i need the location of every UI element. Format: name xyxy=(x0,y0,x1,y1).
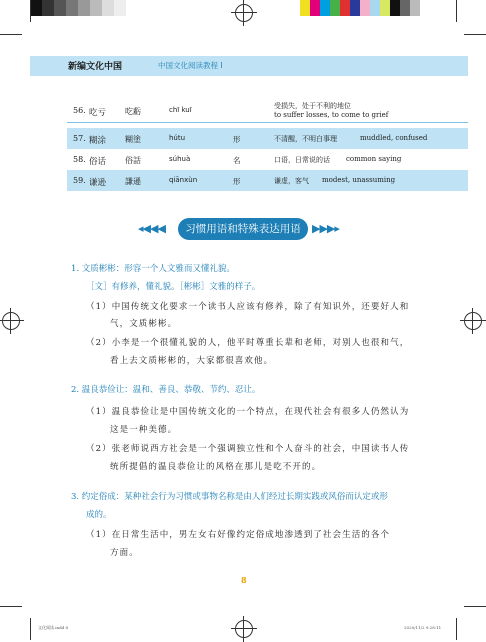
registration-mark-left xyxy=(2,312,20,330)
example-sentence: （2）张老师说西方社会是一个强调独立性和个人奋斗的社会，中国读书人传 xyxy=(86,444,410,454)
vocab-pinyin: qiānxùn xyxy=(169,176,198,184)
example-sentence-cont: 这是一种美德。 xyxy=(110,425,178,435)
vocab-number: 57. xyxy=(73,134,86,143)
print-slug-file: 文化阅读.indd 8 xyxy=(38,625,69,630)
vocab-word: 俗话 xyxy=(89,157,107,167)
vocab-traditional: 糊塗 xyxy=(125,135,141,144)
crop-mark xyxy=(456,618,457,640)
vocab-table-cont xyxy=(67,128,468,191)
vocab-part-of-speech: 形 xyxy=(233,135,241,144)
vocab-row xyxy=(67,128,468,149)
arrow-right-icon: ▶▶▶▸ xyxy=(312,222,339,235)
arrow-left-icon: ◂◀◀◀ xyxy=(138,222,165,235)
example-sentence: （1）中国传统文化要求一个读书人应该有修养，除了有知识外，还要好人和 xyxy=(86,302,410,312)
running-header xyxy=(30,56,468,76)
book-title: 新编文化中国 xyxy=(68,62,123,72)
vocab-pinyin: hútu xyxy=(169,134,186,142)
vocab-word: 糊涂 xyxy=(89,136,107,146)
example-sentence-cont: 统所提倡的温良恭俭让的风格在那儿是吃不开的。 xyxy=(110,462,322,472)
example-sentence-cont: 气，文质彬彬。 xyxy=(110,319,178,329)
page-number: 8 xyxy=(241,575,247,585)
vocab-number: 58. xyxy=(73,155,86,164)
vocab-traditional: 吃虧 xyxy=(125,107,141,116)
vocab-definition-en: muddled, confused xyxy=(360,134,428,142)
example-sentence-cont: 方面。 xyxy=(110,548,139,558)
crop-mark xyxy=(0,606,22,607)
crop-mark xyxy=(464,606,486,607)
idiom-heading-cont: 成的。 xyxy=(86,510,112,520)
vocab-table xyxy=(67,98,468,122)
vocab-number: 59. xyxy=(73,176,86,185)
vocab-definition-en: modest, unassuming xyxy=(322,176,396,184)
crop-mark xyxy=(30,618,31,640)
registration-mark-right xyxy=(464,312,482,330)
crop-mark xyxy=(464,34,486,35)
vocab-row xyxy=(67,170,468,191)
vocab-traditional: 俗話 xyxy=(125,156,141,165)
vocab-number: 56. xyxy=(73,106,86,115)
vocab-definition-cn: 谦虚，客气 xyxy=(274,177,309,185)
idiom-heading: 1. 文质彬彬：形容一个人文雅而又懂礼貌。 xyxy=(71,264,235,274)
example-sentence: （1）在日常生活中，男左女右好像约定俗成地渗透到了社会生活的各个 xyxy=(86,530,391,540)
vocab-pinyin: chī kuī xyxy=(169,106,192,114)
idiom-note: ［文］有修养，懂礼貌。［彬彬］文雅的样子。 xyxy=(86,282,261,292)
registration-mark-bottom xyxy=(235,620,253,638)
print-slug-date: 2020/11/2 9:28:11 xyxy=(404,625,442,630)
print-color-bar-right xyxy=(300,0,420,16)
example-sentence: （2）小李是一个很懂礼貌的人，他平时尊重长辈和老师，对别人也很和气， xyxy=(86,338,410,348)
vocab-definition-en: to suffer losses, to come to grief xyxy=(274,111,389,119)
vocab-word: 谦逊 xyxy=(89,178,107,188)
vocab-definition-cn: 口语，日常说的话 xyxy=(274,156,330,164)
vocab-row xyxy=(67,98,468,122)
example-sentence-cont: 看上去文质彬彬的，大家都很喜欢他。 xyxy=(110,356,274,366)
print-color-bar-left xyxy=(30,0,126,16)
registration-mark-top xyxy=(235,4,253,22)
vocab-traditional: 謙遜 xyxy=(125,177,141,186)
section-title: 习惯用语和特殊表达用语 xyxy=(178,218,308,240)
crop-mark xyxy=(456,0,457,22)
vocab-definition-cn: 不清醒，不明白事理 xyxy=(274,135,337,143)
crop-mark xyxy=(30,0,31,22)
vocab-definition-cn: 受损失，处于不利的地位 xyxy=(274,102,351,110)
example-sentence: （1）温良恭俭让是中国传统文化的一个特点，在现代社会有很多人仍然认为 xyxy=(86,407,410,417)
vocab-pinyin: súhuà xyxy=(169,155,191,163)
book-subtitle: 中国文化阅读教程 I xyxy=(158,61,223,70)
idiom-heading: 3. 约定俗成：某种社会行为习惯或事物名称是由人们经过长期实践或风俗而认定或形 xyxy=(71,492,388,502)
vocab-definition-en: common saying xyxy=(346,155,402,163)
vocab-part-of-speech: 名 xyxy=(233,156,241,165)
vocab-part-of-speech: 形 xyxy=(233,177,241,186)
idiom-heading: 2. 温良恭俭让：温和、善良、恭敬、节约、忍让。 xyxy=(71,385,261,395)
table-divider xyxy=(67,122,468,123)
vocab-word: 吃亏 xyxy=(89,108,107,118)
crop-mark xyxy=(0,34,22,35)
vocab-row xyxy=(67,149,468,170)
